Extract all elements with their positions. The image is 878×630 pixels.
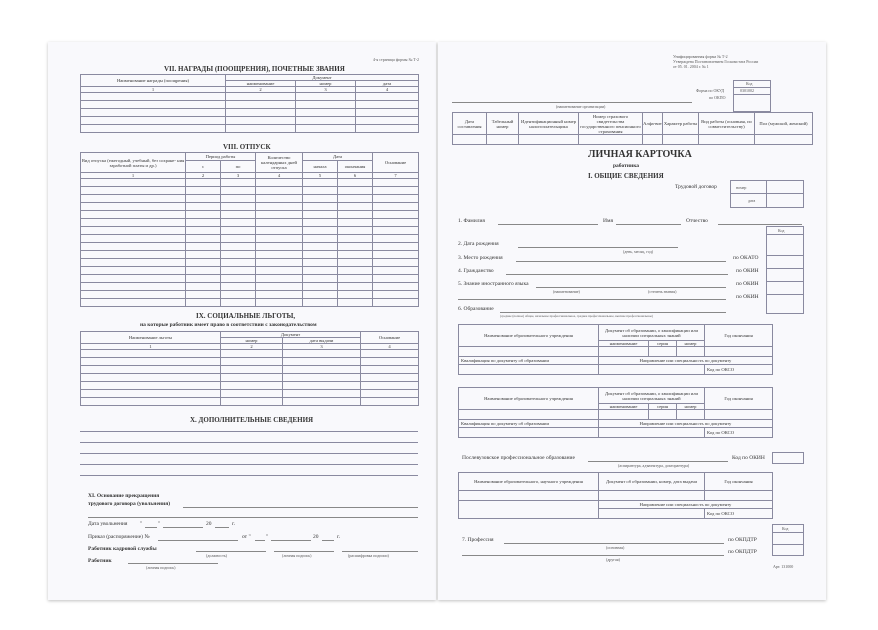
col-from: с (186, 161, 221, 173)
patronymic-label: Отчество (686, 218, 708, 224)
col-doc: Документ (221, 332, 361, 338)
col-work-character: Характер работы (663, 113, 699, 135)
contract-label: Трудовой договор (675, 184, 717, 190)
awards-title: VII. НАГРАДЫ (ПООЩРЕНИЯ), ПОЧЕТНЫЕ ЗВАНИЯ (164, 65, 345, 73)
okpdtr-label: по ОКПДТР (728, 537, 757, 543)
caption: (наименование) (553, 289, 580, 294)
line (80, 453, 418, 454)
year-field[interactable] (322, 540, 334, 541)
worker-label: Работник (88, 558, 112, 564)
col-num: 1 (81, 173, 186, 179)
citizenship-label: 4. Гражданство (458, 268, 494, 274)
caption: (другая) (606, 557, 620, 562)
form-header: Унифицированная форма № Т-2 (673, 54, 728, 59)
patronymic-field[interactable] (718, 224, 802, 225)
col-num: 2 (186, 173, 221, 179)
education-label: 6. Образование (458, 306, 494, 312)
termination-title: XI. Основание прекращения (88, 493, 160, 499)
col-work-type: Вид работы (основная, по совместительству) (699, 113, 755, 135)
caption: (среднее (полное) общее, начальное профессиональное, среднее профессиональное, высшее профессиональное) (500, 314, 653, 318)
col-period: Период работы (186, 153, 256, 161)
okato-label: по ОКАТО (733, 255, 759, 261)
col-date: Дата составления (453, 113, 487, 135)
contract-number: номер (736, 185, 747, 190)
col-series: серия (649, 341, 677, 347)
col-gender: Пол (мужской, женский) (755, 113, 813, 135)
okin-label: по ОКИН (736, 294, 759, 300)
col-year: Год окончания (705, 388, 773, 410)
col-date: дата (356, 81, 419, 87)
name-label: Имя (603, 218, 613, 224)
line (80, 475, 418, 476)
code-header: Код (782, 526, 789, 531)
okin-label: по ОКИН (736, 268, 759, 274)
birthplace-field[interactable] (516, 261, 726, 262)
okpo-label: по ОКПО (709, 95, 726, 100)
hr-signature-field[interactable] (274, 551, 334, 552)
form-header: от 05. 01. 2004 г. № 1 (673, 64, 709, 69)
col-basis: Основание (373, 153, 419, 173)
col-doc: Документ (226, 75, 419, 81)
profession-label: 7. Профессия (462, 537, 494, 543)
termination-basis-line (183, 507, 418, 508)
name-field[interactable] (616, 224, 681, 225)
line (772, 532, 803, 533)
col-year: Год окончания (705, 325, 773, 347)
okpdtr-label: по ОКПДТР (728, 549, 757, 555)
postgrad-table (458, 472, 773, 519)
line (766, 281, 803, 282)
quote: " (140, 521, 143, 527)
line (766, 294, 803, 295)
org-caption: (наименование организации) (556, 104, 606, 109)
quote: " (158, 521, 161, 527)
hr-position-field[interactable] (196, 551, 266, 552)
citizenship-field[interactable] (506, 274, 728, 275)
year-prefix: 20 (313, 534, 319, 540)
caption: (должность) (206, 553, 227, 558)
contract-date: дата (748, 198, 756, 203)
page-note: 4-я страница формы № Т-2 (373, 57, 420, 62)
col-direction: Направление или специальность по документу (599, 357, 773, 365)
awards-table (80, 74, 419, 133)
col-num: 4 (361, 344, 419, 350)
left-page (48, 42, 436, 600)
hr-decoding-field[interactable] (342, 551, 418, 552)
article-number: Арт. 131000 (773, 564, 794, 569)
col-doc-name: наименование (226, 81, 296, 87)
okud-label: Форма по ОКУД (696, 88, 725, 93)
col-institution: Наименование образовательного, научного учреждения (459, 473, 599, 491)
col-qualification: Квалификация по документу об образовании (459, 357, 599, 365)
col-num: 3 (283, 344, 361, 350)
section-general: I. ОБЩИЕ СВЕДЕНИЯ (588, 172, 664, 180)
col-document: Документ об образовании, о квалификации или наличии специальных знаний (599, 325, 705, 341)
col-issue-date: дата выдачи (283, 338, 361, 344)
vacation-table (80, 152, 419, 307)
col-num: 2 (221, 344, 283, 350)
code-header: Код (778, 228, 785, 233)
okin-code-box[interactable] (772, 452, 804, 464)
col-vacation-kind: Вид отпуска (ежегодный, учебный, без сохране- ния заработной платы и др.) (81, 153, 186, 173)
line (80, 442, 418, 443)
education-field[interactable] (500, 312, 726, 313)
col-inn: Идентификационный номер налогоплательщика (519, 113, 579, 135)
month-field[interactable] (271, 540, 311, 541)
col-number: номер (677, 404, 705, 410)
postgrad-label: Послевузовское профессиональное образование (462, 455, 575, 461)
worker-signature-field[interactable] (128, 563, 218, 564)
card-subtitle: работника (613, 163, 640, 169)
surname-field[interactable] (498, 224, 598, 225)
education-table-1 (458, 324, 773, 375)
col-num: 6 (338, 173, 373, 179)
right-page (438, 42, 826, 600)
caption: (личная подпись) (282, 553, 312, 558)
benefits-table (80, 331, 419, 406)
col-snils: Номер страхового свидетельства государственного пенсионного страхования (580, 113, 641, 134)
order-number-field[interactable] (158, 540, 238, 541)
col-doc-name: наименование (599, 341, 649, 347)
card-header-table (452, 112, 813, 145)
col-document: Документ об образовании, о квалификации или наличии специальных знаний (599, 388, 705, 404)
education-table-2 (458, 387, 773, 438)
col-series: серия (649, 404, 677, 410)
line (766, 234, 803, 235)
col-num: 4 (356, 87, 419, 93)
col-qualification: Квалификация по документу об образовании (459, 420, 599, 428)
year-field[interactable] (215, 527, 229, 528)
col-direction: Направление или специальность по документу (599, 420, 773, 428)
col-basis: Основание (361, 332, 419, 344)
caption: (расшифровка подписи) (348, 553, 389, 558)
col-institution: Наименование образовательного учреждения (459, 388, 599, 410)
okso-code: Код по ОКСО (705, 428, 773, 438)
birthplace-label: 3. Место рождения (458, 255, 503, 261)
col-num: 7 (373, 173, 419, 179)
line (80, 464, 418, 465)
col-date: Дата (303, 153, 373, 161)
col-number: номер (677, 341, 705, 347)
day-field[interactable] (145, 527, 157, 528)
col-institution: Наименование образовательного учреждения (459, 325, 599, 347)
profession-main-field[interactable] (504, 543, 724, 544)
hr-label: Работник кадровой службы (88, 546, 157, 552)
col-direction: Направление или специальность по документу (599, 501, 773, 509)
additional-title: X. ДОПОЛНИТЕЛЬНЫЕ СВЕДЕНИЯ (190, 416, 314, 424)
code-header: Код (746, 81, 753, 86)
order-from: от " (242, 534, 251, 540)
year-suffix: г. (232, 521, 236, 527)
organization-field[interactable] (452, 102, 692, 103)
termination-subtitle: трудового договора (увольнения) (88, 501, 171, 507)
line (766, 180, 767, 207)
language-field[interactable] (536, 287, 726, 288)
col-num: 5 (303, 173, 338, 179)
birth-date-field[interactable] (518, 247, 678, 248)
col-start: начала (303, 161, 338, 173)
caption: (основная) (606, 545, 625, 550)
col-num: 4 (256, 173, 303, 179)
card-title: ЛИЧНАЯ КАРТОЧКА (588, 149, 692, 160)
vacation-title: VIII. ОТПУСК (223, 143, 271, 151)
termination-basis-line (88, 517, 418, 518)
quote: " (266, 534, 269, 540)
caption: (личная подпись) (146, 565, 176, 570)
okso-code: Код по ОКСО (705, 509, 773, 519)
line (733, 94, 770, 95)
codes-column (766, 226, 804, 314)
order-label: Приказ (распоряжение) № (88, 534, 150, 540)
col-doc-name: наименование (599, 404, 649, 410)
col-award-name: Наименование награды (поощрения) (81, 75, 226, 87)
col-alphabet: Алфа-вит (643, 113, 663, 135)
surname-label: 1. Фамилия (458, 218, 485, 224)
postgrad-field[interactable] (588, 461, 728, 462)
col-document: Документ об образовании, номер, дата выдачи (599, 473, 705, 491)
year-prefix: 20 (206, 521, 212, 527)
caption: (аспирантура, адъюнктура, докторантура) (618, 463, 690, 468)
benefits-subtitle: на которые работник имеет право в соответствии с законодательством (140, 322, 317, 328)
col-num: 3 (221, 173, 256, 179)
line (766, 255, 803, 256)
language-label: 5. Знание иностранного языка (458, 281, 529, 287)
line (80, 431, 418, 432)
form-header: Утверждена Постановлением Госкомстата России (673, 59, 759, 64)
col-num: 1 (81, 87, 226, 93)
col-num: 2 (226, 87, 296, 93)
day-field[interactable] (255, 540, 265, 541)
col-year: Год окончания (705, 473, 773, 491)
line (766, 268, 803, 269)
col-to: по (221, 161, 256, 173)
benefits-title: IX. СОЦИАЛЬНЫЕ ЛЬГОТЫ, (196, 312, 296, 320)
col-end: окончания (338, 161, 373, 173)
col-num: 1 (81, 344, 221, 350)
col-benefit-name: Наименование льготы (81, 332, 221, 344)
caption: (день, месяц, год) (623, 249, 654, 254)
language-field-2[interactable] (458, 299, 726, 300)
birth-date-label: 2. Дата рождения (458, 241, 499, 247)
month-field[interactable] (163, 527, 203, 528)
line (772, 544, 803, 545)
profession-other-field[interactable] (462, 555, 724, 556)
col-personnel-number: Табельный номер (487, 113, 519, 135)
col-num: 3 (296, 87, 356, 93)
col-number: номер (221, 338, 283, 344)
dismissal-date-label: Дата увольнения (88, 521, 128, 527)
caption: (степень знания) (648, 289, 677, 294)
okin-code-label: Код по ОКИН (732, 455, 765, 461)
col-number: номер (296, 81, 356, 87)
okin-label: по ОКИН (736, 281, 759, 287)
okso-code: Код по ОКСО (705, 365, 773, 375)
okud-value: 0301002 (740, 88, 754, 93)
year-suffix: г. (337, 534, 341, 540)
col-days: Количество календарных дней отпуска (256, 153, 303, 173)
